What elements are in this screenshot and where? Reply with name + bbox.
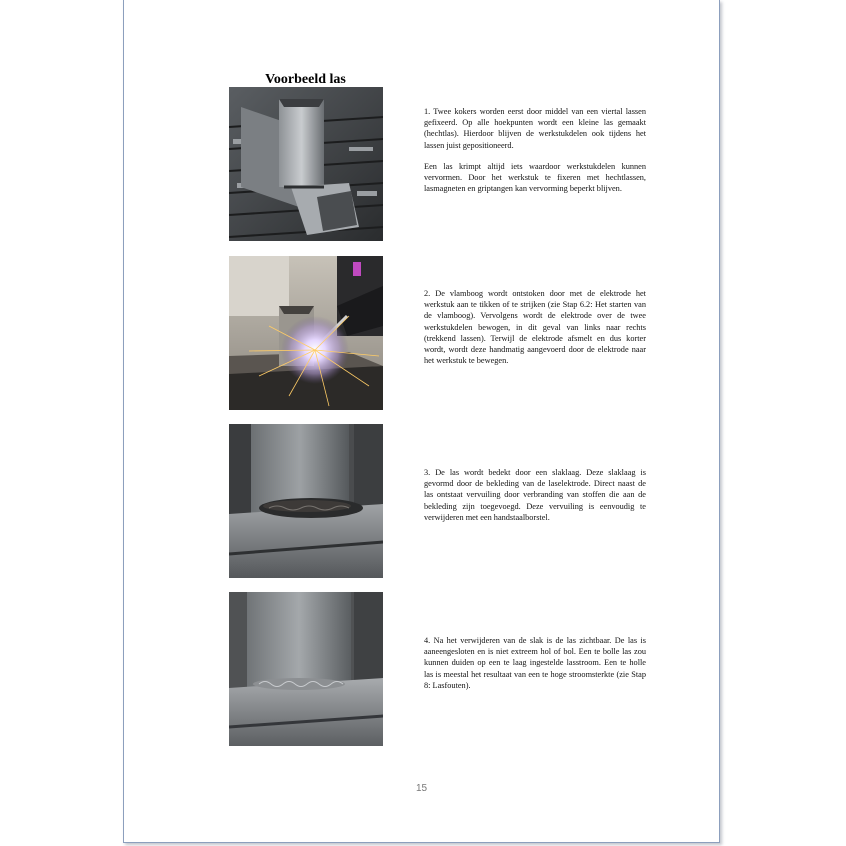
step-4-text [424,635,646,701]
cleaned-weld-bead-photo [229,592,383,746]
step-1-text [424,106,646,204]
step-4-paragraph-1: 4. Na het verwijderen van de slak is de las zichtbaar. De las is aaneengesloten en is niet extreem hol of bol. Een te bolle las zou kunnen duiden op een te laag ingestelde lasstroom. Een te holle las is meestal het resultaat van een te hoge stroomsterkte (zie Stap 8: Lasfouten). [424,636,646,690]
step-1-paragraph-2: Een las krimpt altijd iets waardoor werkstukdelen kunnen vervormen. Door het werkstuk te fixeren met hechtlassen, lasmagneten en griptangen kan vervorming beperkt blijven. [424,161,646,194]
page-title: Voorbeeld las [265,72,346,87]
weld-with-slag-photo [229,424,383,578]
step-3-paragraph-1: 3. De las wordt bedekt door een slaklaag. Deze slaklaag is gevormd door de bekleding van de laselektrode. Direct naast de las ontstaat vervuiling door verbranding van stoffen die aan de bekleding zijn toegevoegd. Deze vervuiling is eenvoudig te verwijderen met een handstaalborstel. [424,468,646,522]
step-1-paragraph-1: 1. Twee kokers worden eerst door middel van een viertal lassen gefixeerd. Op alle hoekpunten wordt een kleine las gemaakt (hechtlas). Hierdoor blijven de werkstukdelen ook tijdens het lassen juist gepositioneerd. [424,107,646,150]
welding-arc-sparks-photo [229,256,383,410]
step-2-text [424,288,646,376]
step-3-text [424,467,646,533]
document-page [123,0,720,843]
page-number: 15 [415,783,428,794]
welding-tacked-tubes-photo [229,87,383,241]
step-2-paragraph-1: 2. De vlamboog wordt ontstoken door met de elektrode het werkstuk aan te tikken of te strijken (zie Stap 6.2: Het starten van de vlamboog). Vervolgens wordt de elektrode over de twee werkstukdelen bewogen, in dit geval van links naar rechts (trekkend lassen). Terwijl de elektrode afsmelt en dus korter wordt, wordt deze handmatig aangevoerd door de elektrode naar het werkstuk te bewegen. [424,289,646,366]
